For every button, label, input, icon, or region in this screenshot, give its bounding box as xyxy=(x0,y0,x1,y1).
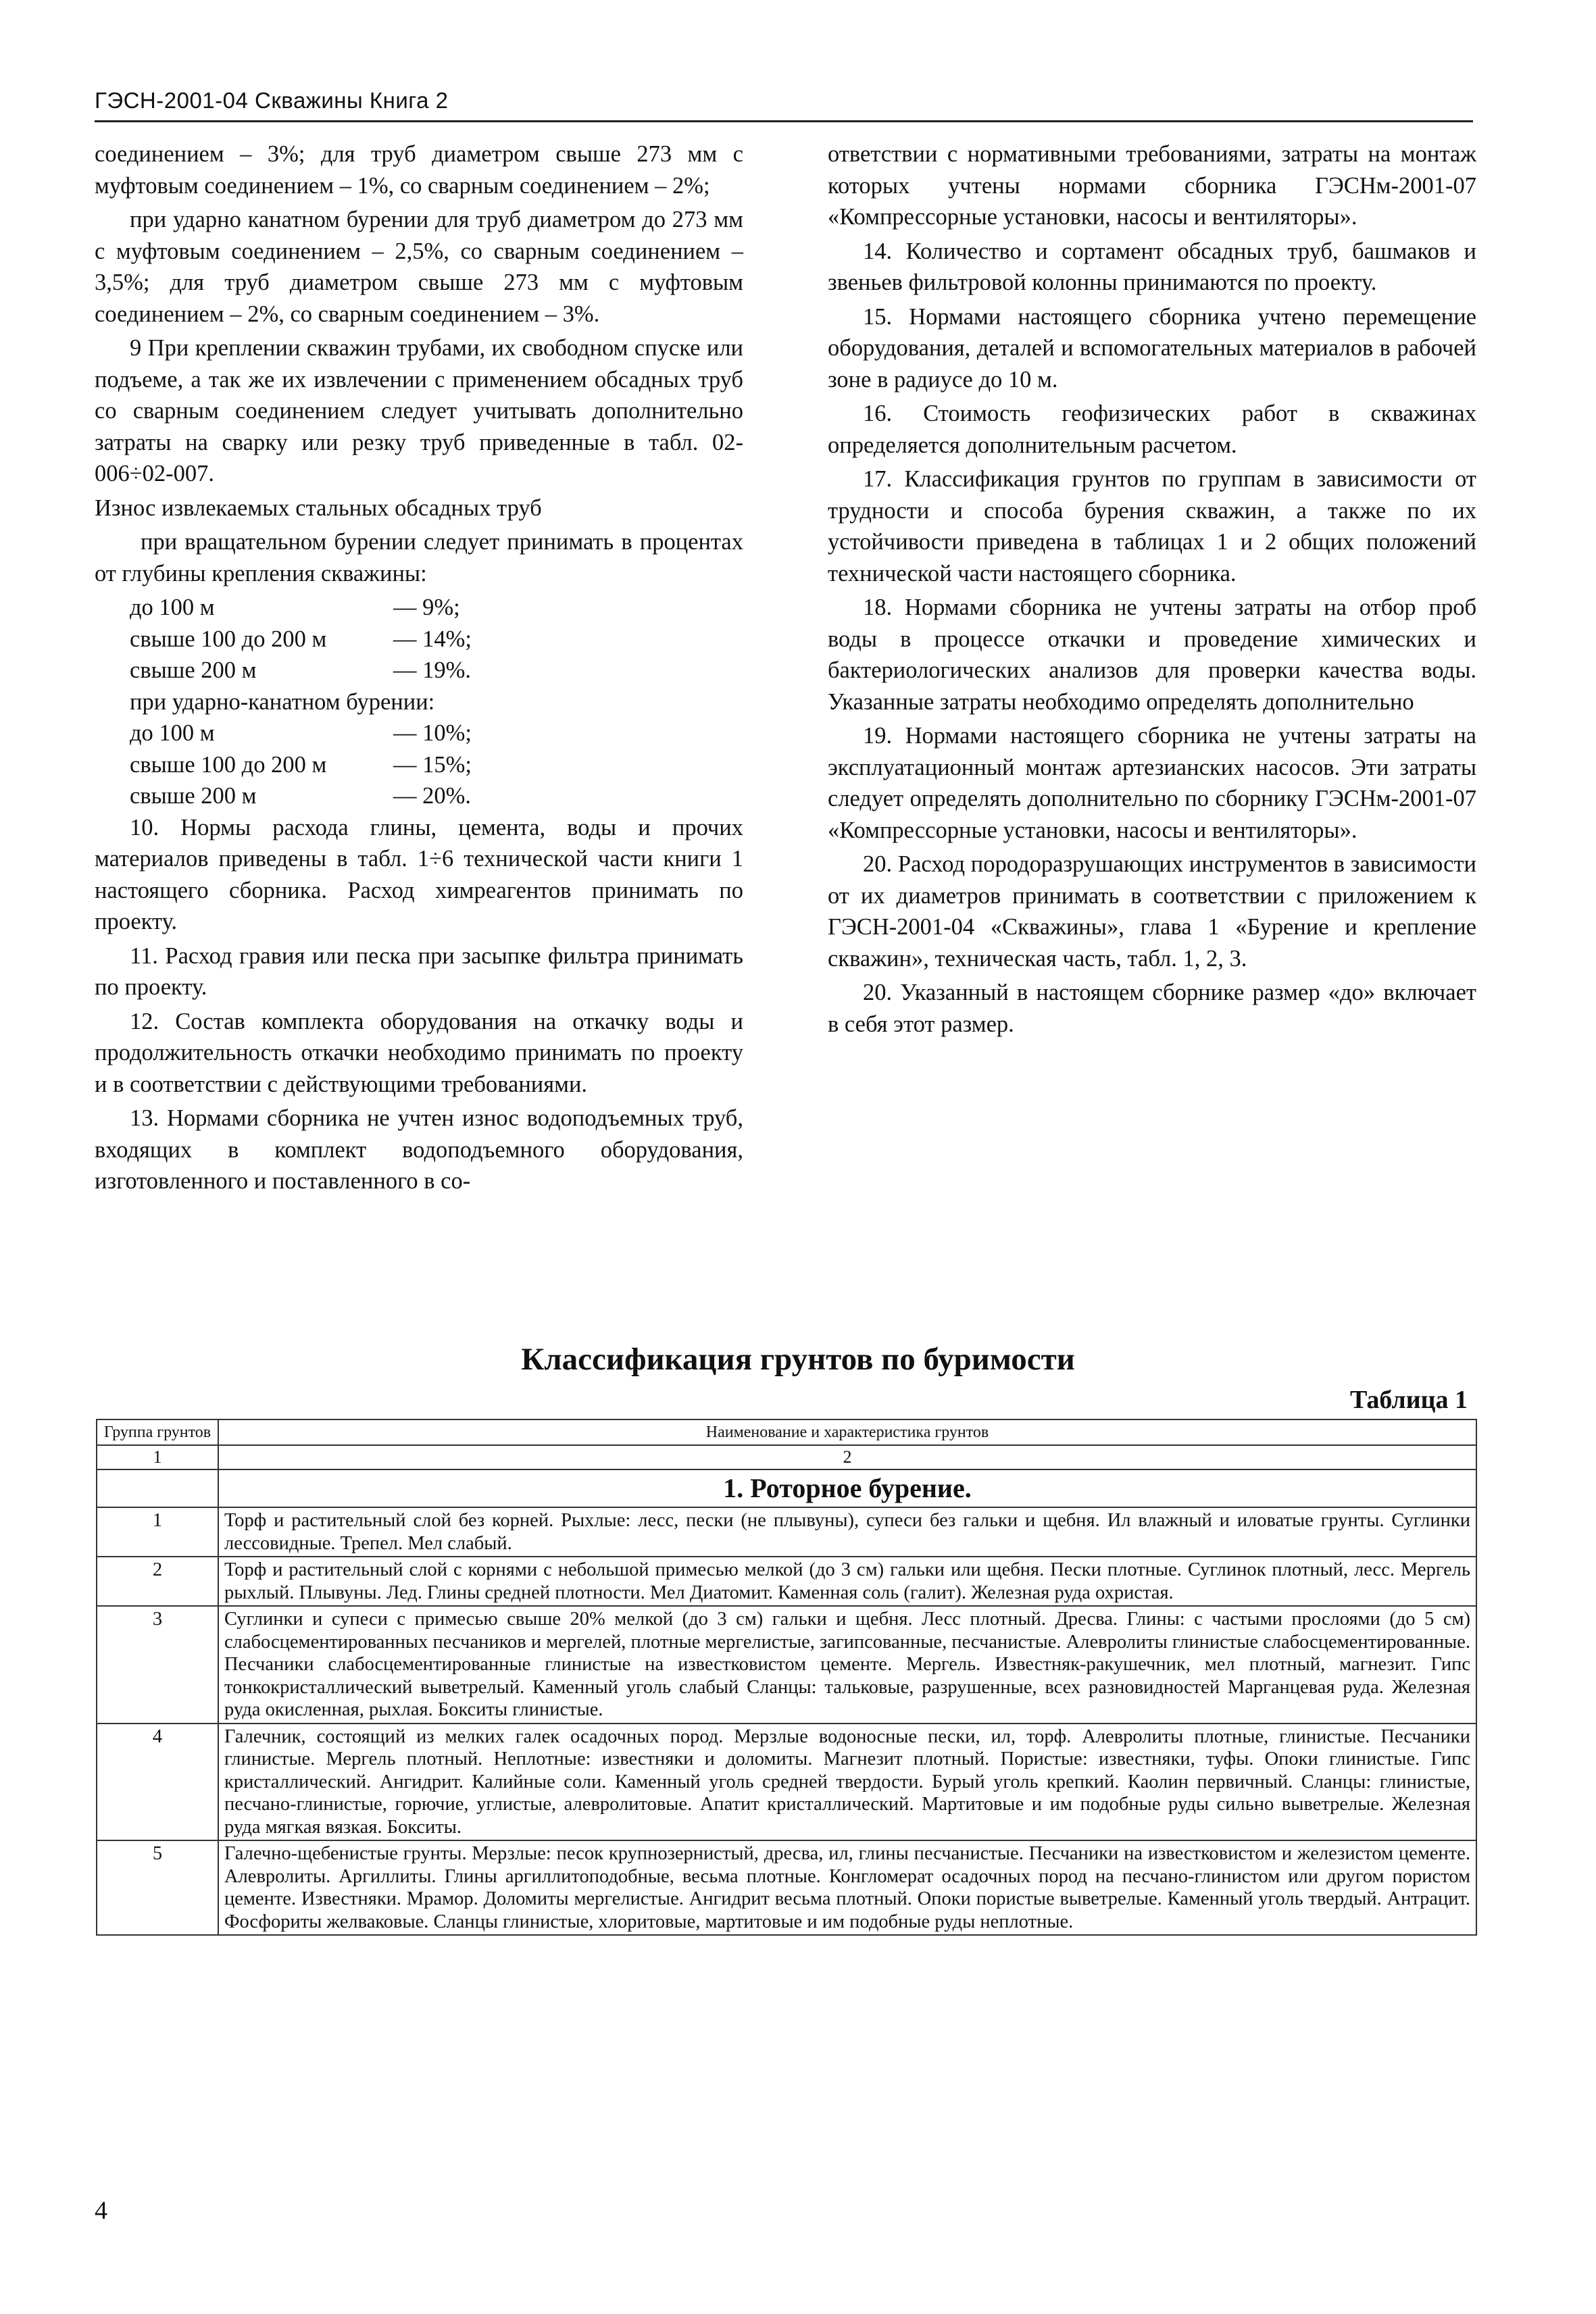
table-row xyxy=(97,1507,1476,1557)
table-header-row xyxy=(97,1419,1476,1445)
table-row xyxy=(97,1606,1476,1724)
soil-description: Галечно-щебенистые грунты. Мерзлые: песок крупнозернистый, дресва, ил, глины песчанистые. Песчаники на известковистом и железистом цементе. Алевролиты. Аргиллиты. Глины аргиллитоподобные, весьма плотные. Конгломерат осадочных пород на песчано-глинистом или другом пористом цементе. Известняки. Мрамор. Доломиты мергелистые. Ангидрит весьма плотный. Опоки пористые выветрелые. Каменный уголь твердый. Антрацит. Фосфориты желваковые. Сланцы глинистые, хлоритовые, мартитовые и им подобные руды неплотные. xyxy=(218,1840,1476,1935)
paragraph: ответствии с нормативными требованиями, затраты на монтаж которых учтены нормами сборника ГЭСНм-2001-07 «Компрессорные установки, насосы и вентиляторы». xyxy=(828,141,1476,230)
running-header: ГЭСН-2001-04 Скважины Книга 2 xyxy=(95,88,1473,122)
soil-description: Торф и растительный слой с корнями с небольшой примесью мелкой (до 3 см) гальки или щебня. Пески плотные. Суглинок плотный, лесс. Мергель рыхлый. Плывуны. Лед. Глины средней плотности. Мел Диатомит. Каменная соль (галит). Железная руда охристая. xyxy=(218,1557,1476,1606)
paragraph: 20. Указанный в настоящем сборнике размер «до» включает в себя этот размер. xyxy=(828,980,1476,1037)
paragraph: 14. Количество и сортамент обсадных труб, башмаков и звеньев фильтровой колонны принимаются по проекту. xyxy=(828,238,1476,295)
paragraph: 12. Состав комплекта оборудования на откачку воды и продолжительность откачки необходимо принимать по проекту и в соответствии с действующими требованиями. xyxy=(95,1008,743,1097)
soil-group: 1 xyxy=(97,1507,218,1557)
paragraph: 11. Расход гравия или песка при засыпке фильтра принимать по проекту. xyxy=(95,942,743,1000)
paragraph: при вращательном бурении следует принимать в процентах от глубины крепления скважины: xyxy=(95,529,743,586)
column-number: 2 xyxy=(218,1445,1476,1469)
paragraph: 15. Нормами настоящего сборника учтено перемещение оборудования, деталей и вспомогательных материалов в рабочей зоне в радиусе до 10 м. xyxy=(828,303,1476,393)
wear-rate-row xyxy=(95,592,743,624)
paragraph: при ударно канатном бурении для труб диаметром до 273 мм с муфтовым соединением – 2,5%, со сварным соединением – 3,5%; для труб диаметром свыше 273 мм с муфтовым соединением – 2%, со сварным соединением – 3%. xyxy=(95,207,743,327)
soil-classification-table xyxy=(96,1419,1477,1936)
table-title: Классификация грунтов по буримости xyxy=(521,1342,1075,1377)
soil-description: Суглинки и супеси с примесью свыше 20% мелкой (до 3 см) гальки и щебня. Лесс плотный. Дресва. Глины: с частыми прослоями (до 5 см) слабосцементированных песчаников и мергелей, плотные мергелистые, загипсованные, песчанистые. Алевролиты глинистые слабосцементированные. Песчаники слабосцементированные глинистые на известковистом цементе. Мергель. Известняк-ракушечник, мел плотный, магнезит. Гипс тонкокристаллический выветрелый. Каменный уголь слабый Сланцы: тальковые, разрушенные, всех разновидностей Марганцевая руда. Железная руда окисленная, рыхлая. Бокситы глинистые. xyxy=(218,1606,1476,1724)
paragraph: 17. Классификация грунтов по группам в зависимости от трудности и способа бурения скважин, а также по их устойчивости приведена в таблицах 1 и 2 общих положений технической части настоящего сборника. xyxy=(828,466,1476,586)
paragraph: 18. Нормами сборника не учтены затраты на отбор проб воды в процессе откачки и проведение химических и бактериологических анализов для проверки качества воды. Указанные затраты необходимо определять дополнительно xyxy=(828,595,1476,715)
depth-label: свыше 200 м xyxy=(130,657,257,683)
section-heading: 1. Роторное бурение. xyxy=(218,1469,1476,1507)
group-column-header: Группа грунтов xyxy=(97,1419,218,1445)
wear-rate-row xyxy=(95,749,743,781)
table-label: Таблица 1 xyxy=(1349,1386,1468,1414)
soil-group: 4 xyxy=(97,1724,218,1841)
depth-label: свыше 200 м xyxy=(130,783,257,809)
depth-label: свыше 100 до 200 м xyxy=(130,626,327,652)
depth-label: свыше 100 до 200 м xyxy=(130,751,327,778)
paragraph: 10. Нормы расхода глины, цемента, воды и прочих материалов приведены в табл. 1÷6 технической части книги 1 настоящего сборника. Расход химреагентов принимать по проекту. xyxy=(95,814,743,934)
wear-percent: — 14%; xyxy=(393,626,472,652)
section-row xyxy=(97,1469,1476,1507)
column-number: 1 xyxy=(97,1445,218,1469)
wear-percent: — 10%; xyxy=(393,720,472,746)
paragraph: 13. Нормами сборника не учтен износ водоподъемных труб, входящих в комплект водоподъемного оборудования, изготовленного и поставленного в со- xyxy=(95,1105,743,1194)
wear-rate-row xyxy=(95,718,743,749)
soil-description: Торф и растительный слой без корней. Рыхлые: лесс, пески (не плывуны), супеси без гальки и щебня. Ил влажный и иловатые грунты. Суглинки лессовидные. Трепел. Мел слабый. xyxy=(218,1507,1476,1557)
soil-group: 5 xyxy=(97,1840,218,1935)
section-spacer xyxy=(97,1469,218,1507)
table-row xyxy=(97,1840,1476,1935)
paragraph: 20. Расход породоразрушающих инструментов в зависимости от их диаметров принимать в соответствии с приложением к ГЭСН-2001-04 «Скважины», глава 1 «Бурение и крепление скважин», техническая часть, табл. 1, 2, 3. xyxy=(828,851,1476,972)
soil-group: 3 xyxy=(97,1606,218,1724)
depth-label: до 100 м xyxy=(130,720,215,746)
paragraph: соединением – 3%; для труб диаметром свыше 273 мм с муфтовым соединением – 1%, со сварным соединением – 2%; xyxy=(95,141,743,199)
wear-percent: — 15%; xyxy=(393,751,472,778)
description-column-header: Наименование и характеристика грунтов xyxy=(218,1419,1476,1445)
paragraph: Износ извлекаемых стальных обсадных труб xyxy=(95,495,542,521)
page-number: 4 xyxy=(95,2196,107,2225)
wear-rate-row xyxy=(95,780,743,812)
soil-description: Галечник, состоящий из мелких галек осадочных пород. Мерзлые водоносные пески, ил, торф. Алевролиты плотные, глинистые. Песчаники глинистые. Мергель плотный. Неплотные: известняки и доломиты. Магнезит плотный. Пористые: известняки, туфы. Опоки глинистые. Гипс кристаллический. Ангидрит. Калийные соли. Каменный уголь средней твердости. Бурый уголь крепкий. Каолин первичный. Сланцы: глинистые, песчано-глинистые, горючие, углистые, алевролитовые. Апатит кристаллический. Мартитовые и им подобные руды сильно выветрелые. Железная руда мягкая вязкая. Бокситы. xyxy=(218,1724,1476,1841)
wear-percent: — 19%. xyxy=(393,657,471,683)
depth-label: до 100 м xyxy=(130,595,215,620)
subheading: при ударно-канатном бурении: xyxy=(130,688,435,715)
paragraph: 16. Стоимость геофизических работ в скважинах определяется дополнительным расчетом. xyxy=(828,401,1476,458)
wear-percent: — 9%; xyxy=(393,595,460,620)
right-column xyxy=(828,139,1476,1200)
soil-group: 2 xyxy=(97,1557,218,1606)
left-column xyxy=(95,139,743,1200)
table-row xyxy=(97,1724,1476,1841)
wear-rate-row xyxy=(95,655,743,686)
wear-percent: — 20%. xyxy=(393,783,471,809)
paragraph: 19. Нормами настоящего сборника не учтены затраты на эксплуатационный монтаж артезианских насосов. Эти затраты следует определять дополнительно по сборнику ГЭСНм-2001-07 «Компрессорные установки, насосы и вентиляторы». xyxy=(828,723,1476,843)
column-number-row xyxy=(97,1445,1476,1469)
table-row xyxy=(97,1557,1476,1606)
paragraph: 9 При креплении скважин трубами, их свободном спуске или подъеме, а так же их извлечении с применением обсадных труб со сварным соединением следует учитывать дополнительно затраты на сварку или резку труб приведенные в табл. 02-006÷02-007. xyxy=(95,335,743,486)
wear-rate-row xyxy=(95,624,743,655)
two-column-body xyxy=(95,139,1476,1200)
